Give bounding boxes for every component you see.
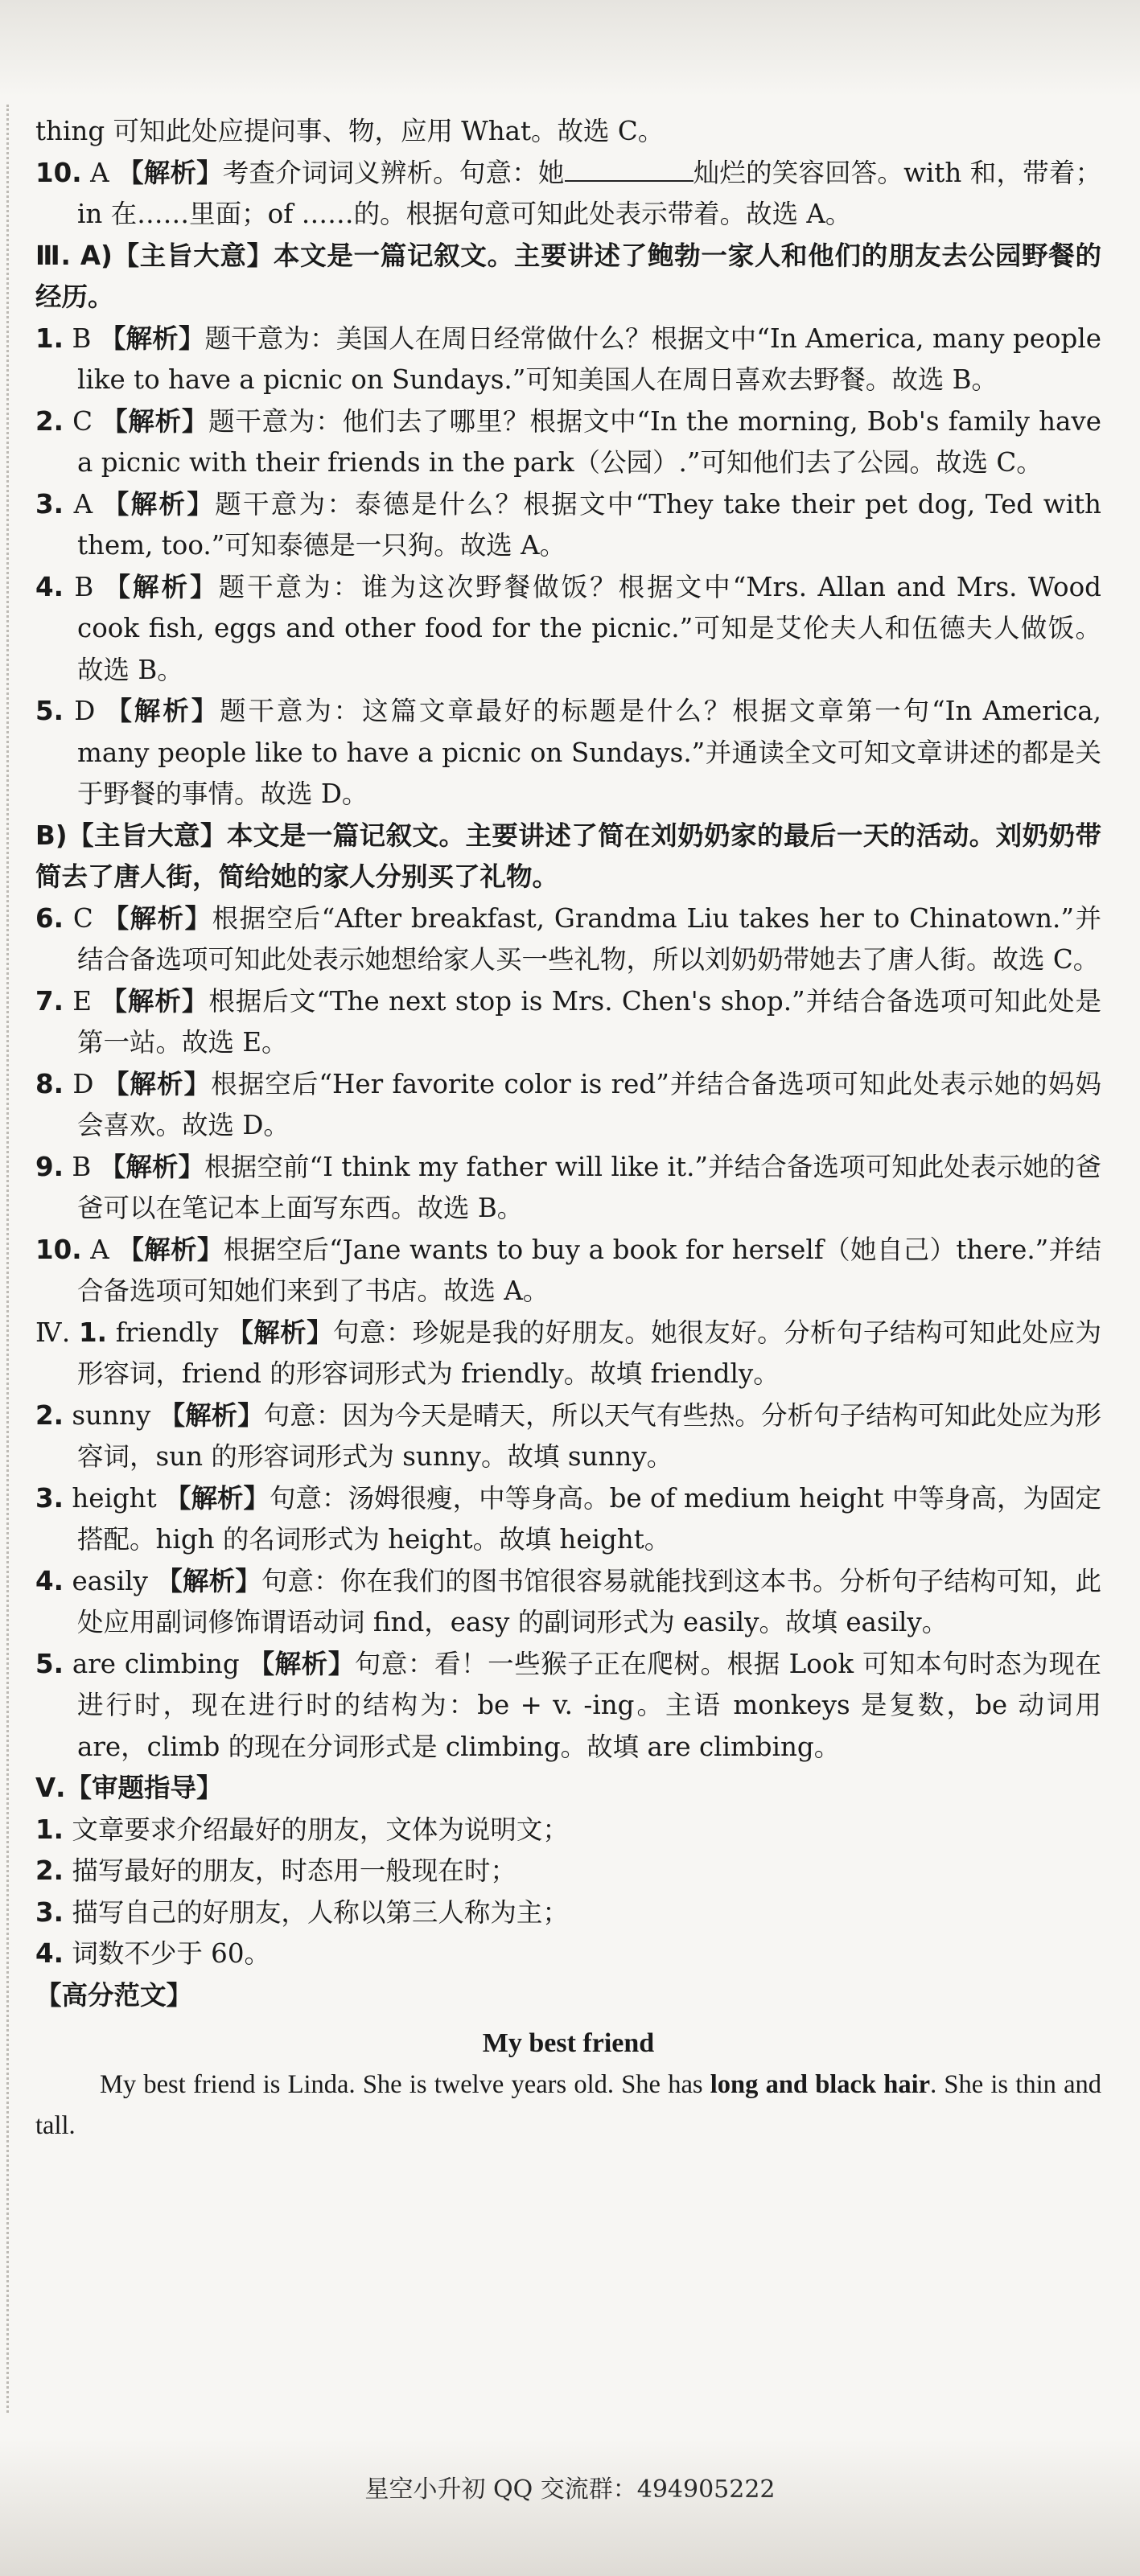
answer-7: 7. E 【解析】根据后文“The next stop is Mrs. Chen's shop.”并结合备选项可知此处是第一站。故选 E。: [35, 985, 1101, 1058]
blank-answer-5: 5. are climbing 【解析】句意：看！一些猴子正在爬树。根据 Look 可知本句时态为现在进行时，现在进行时的结构为：be + v. -ing。主语 monkeys 是复数，be 动词用 are，climb 的现在分词形式是 climbing。故填 are climbing。: [35, 1648, 1101, 1762]
answer-letter: A: [90, 157, 109, 188]
answer-content: [35, 111, 1101, 2147]
answer-4: 4. B 【解析】题干意为：谁为这次野餐做饭？根据文中“Mrs. Allan and Mrs. Wood cook fish, eggs and other food for the picnic.”可知是艾伦夫人和伍德夫人做饭。故选 B。: [35, 571, 1101, 685]
answer-10-part2: 10. A 【解析】考查介词词义辨析。句意：她 灿烂的笑容回答。with 和，带着；in 在……里面；of ……的。根据句意可知此处表示带着。故选 A。: [35, 157, 1101, 229]
guide-3: 3. 描写自己的好朋友，人称以第三人称为主；: [35, 1896, 569, 1928]
page-edge: [6, 105, 11, 2413]
answer-1: 1. B 【解析】题干意为：美国人在周日经常做什么？根据文中“In America, many people like to have a picnic on Sundays.”可知美国人在周日喜欢去野餐。故选 B。: [35, 323, 1101, 395]
answer-5: 5. D 【解析】题干意为：这篇文章最好的标题是什么？根据文章第一句“In America, many people like to have a picnic on Sundays.”并通读全文可知文章讲述的都是关于野餐的事情。故选 D。: [35, 696, 1101, 809]
scan-shadow-bottom: [0, 2439, 1140, 2576]
footer-group-info: 星空小升初 QQ 交流群：494905222: [364, 2475, 776, 2504]
scan-shadow-top: [0, 0, 1140, 97]
essay-body: My best friend is Linda. She is twelve years old. She has long and black hair. She is thin and tall.: [35, 2069, 1101, 2140]
section-3a-summary: Ⅲ. A)【主旨大意】本文是一篇记叙文。主要讲述了鲍勃一家人和他们的朋友去公园野餐的经历。: [35, 240, 1101, 312]
answer-8: 8. D 【解析】根据空后“Her favorite color is red”并结合备选项可知此处表示她的妈妈会喜欢。故选 D。: [35, 1068, 1101, 1140]
answer-3: 3. A 【解析】题干意为：泰德是什么？根据文中“They take their pet dog, Ted with them, too.”可知泰德是一只狗。故选 A。: [35, 488, 1101, 561]
guide-1: 1. 文章要求介绍最好的朋友，文体为说明文；: [35, 1814, 569, 1845]
line-continuation: thing 可知此处应提问事、物，应用 What。故选 C。: [35, 116, 665, 146]
section-5-heading: Ⅴ.【审题指导】: [35, 1773, 223, 1803]
guide-2: 2. 描写最好的朋友，时态用一般现在时；: [35, 1855, 516, 1886]
answer-6: 6. C 【解析】根据空后“After breakfast, Grandma Liu takes her to Chinatown.”并结合备选项可知此处表示她想给家人买一些礼物，所以刘奶奶带她去了唐人街。故选 C。: [35, 902, 1101, 975]
blank-line: [565, 156, 693, 182]
section-3b-summary: B)【主旨大意】本文是一篇记叙文。主要讲述了简在刘奶奶家的最后一天的活动。刘奶奶带简去了唐人街，简给她的家人分别买了礼物。: [35, 820, 1101, 892]
blank-answer-3: 3. height 【解析】句意：汤姆很瘦，中等身高。be of medium height 中等身高，为固定搭配。high 的名词形式为 height。故填 height。: [35, 1482, 1101, 1555]
essay-title: My best friend: [482, 2028, 655, 2058]
model-essay-heading: 【高分范文】: [35, 1979, 193, 2011]
analysis-tag: 【解析】: [117, 157, 223, 188]
answer-9: 9. B 【解析】根据空前“I think my father will like it.”并结合备选项可知此处表示她的爸爸可以在笔记本上面写东西。故选 B。: [35, 1151, 1101, 1223]
blank-answer-1: Ⅳ. 1. friendly 【解析】句意：珍妮是我的好朋友。她很友好。分析句子结构可知此处应为形容词，friend 的形容词形式为 friendly。故填 friendly。: [35, 1317, 1101, 1389]
guide-4: 4. 词数不少于 60。: [35, 1938, 270, 1969]
item-number: 10.: [35, 157, 82, 188]
blank-answer-2: 2. sunny 【解析】句意：因为今天是晴天，所以天气有些热。分析句子结构可知此处应为形容词，sun 的形容词形式为 sunny。故填 sunny。: [35, 1399, 1101, 1472]
blank-answer-4: 4. easily 【解析】句意：你在我们的图书馆很容易就能找到这本书。分析句子结构可知，此处应用副词修饰谓语动词 find，easy 的副词形式为 easily。故填 easily。: [35, 1565, 1101, 1637]
answer-2: 2. C 【解析】题干意为：他们去了哪里？根据文中“In the morning, Bob's family have a picnic with their friends in the park（公园）.”可知他们去了公园。故选 C。: [35, 405, 1101, 478]
answer-10: 10. A 【解析】根据空后“Jane wants to buy a book for herself（她自己）there.”并结合备选项可知她们来到了书店。故选 A。: [35, 1234, 1101, 1306]
